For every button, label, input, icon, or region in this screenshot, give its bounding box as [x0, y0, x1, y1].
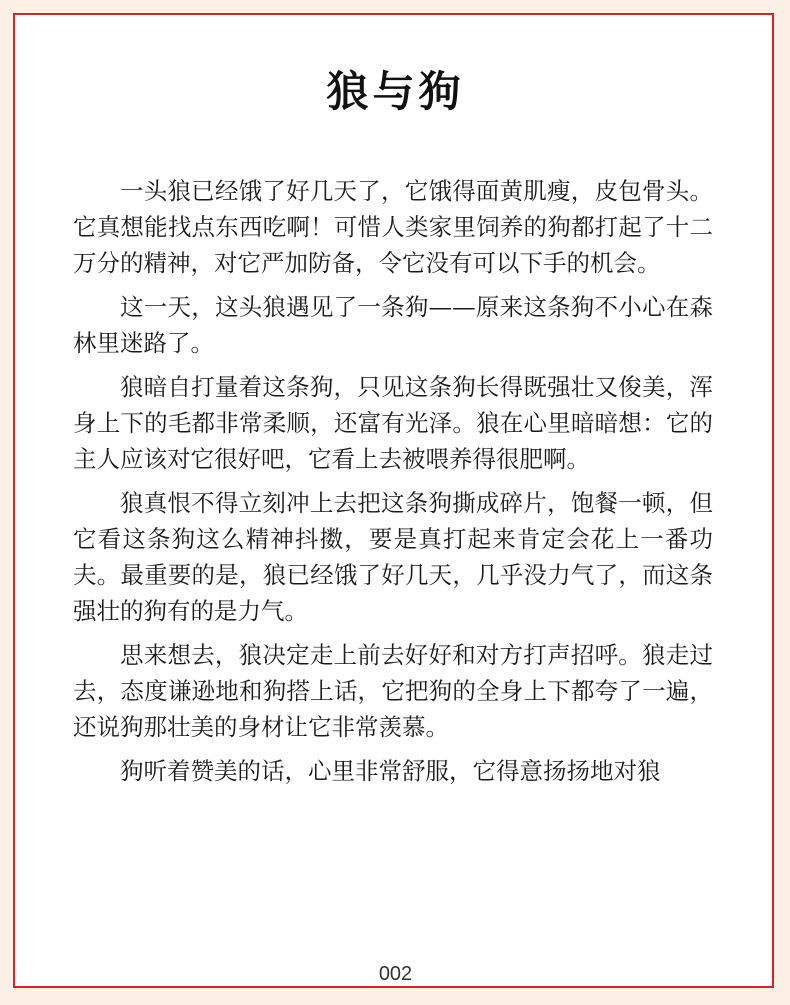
paragraph: 思来想去，狼决定走上前去好好和对方打声招呼。狼走过去，态度谦逊地和狗搭上话，它把狗的全身上下都夸了一遍，还说狗那壮美的身材让它非常羡慕。 [73, 641, 713, 741]
paragraph: 狼真恨不得立刻冲上去把这条狗撕成碎片，饱餐一顿，但它看这条狗这么精神抖擞，要是真打起来肯定会花上一番功夫。最重要的是，狼已经饿了好几天，几乎没力气了，而这条强壮的狗有的是力气。 [73, 489, 713, 625]
page-title: 狼与狗 [326, 67, 465, 116]
story-body [73, 173, 713, 797]
paragraph: 狗听着赞美的话，心里非常舒服，它得意扬扬地对狼 [120, 757, 661, 785]
paragraph: 一头狼已经饿了好几天了，它饿得面黄肌瘦，皮包骨头。它真想能找点东西吃啊！可惜人类家里饲养的狗都打起了十二万分的精神，对它严加防备，令它没有可以下手的机会。 [73, 177, 713, 277]
paragraph: 这一天，这头狼遇见了一条狗——原来这条狗不小心在森林里迷路了。 [73, 293, 713, 357]
page-frame [13, 13, 774, 988]
page-number: 002 [378, 963, 413, 985]
paragraph: 狼暗自打量着这条狗，只见这条狗长得既强壮又俊美，浑身上下的毛都非常柔顺，还富有光泽。狼在心里暗暗想：它的主人应该对它很好吧，它看上去被喂养得很肥啊。 [73, 373, 713, 473]
